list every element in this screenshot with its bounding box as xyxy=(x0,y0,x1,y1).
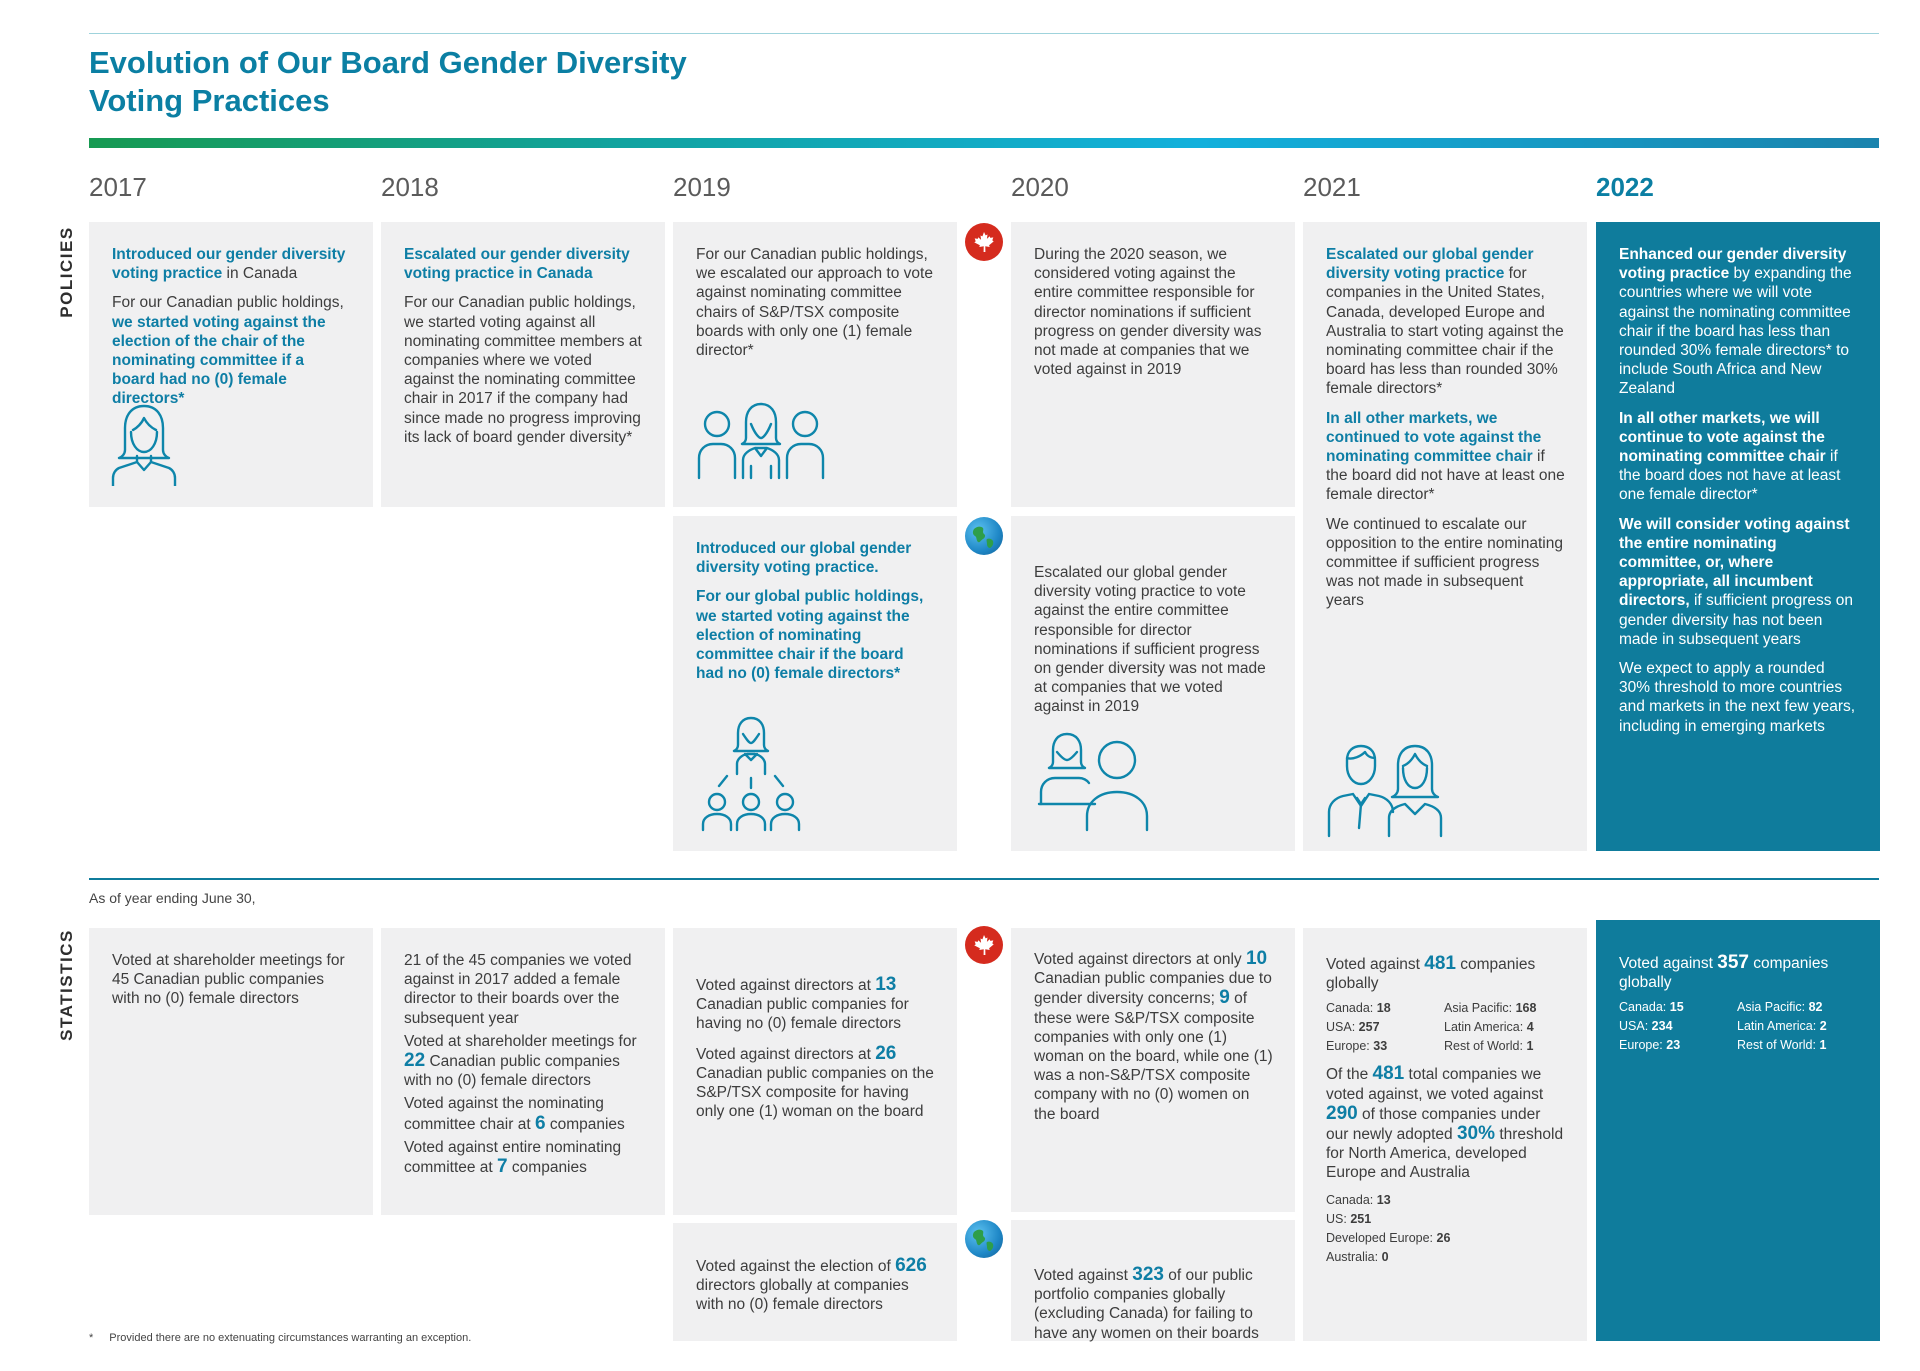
timeline-gradient-bar xyxy=(89,138,1879,148)
stats-card-2020-canada: Voted against directors at only 10 Canadian public companies due to gender diversity concerns; 9 of these were S&P/TSX composite companies with only one (1) woman on the board, while one (1) was a non-S&P/TSX composite company with no (0) women on the board xyxy=(1011,928,1295,1212)
stats-card-2017: Voted at shareholder meetings for 45 Canadian public companies with no (0) female directors xyxy=(89,928,373,1215)
year-2022: 2022 xyxy=(1596,172,1654,202)
maple-leaf-icon xyxy=(972,230,996,254)
policy-card-2022: Enhanced our gender diversity voting practice by expanding the countries where we will vote against the nominating committee chair if the board has less than rounded 30% female directors* to include South Africa and New Zealand In all other markets, we will continue to vote against the nominating committee chair if the board does not have at least one female director* We will consider voting against the entire nominating committee, or, where appropriate, all incumbent directors, if sufficient progress on gender diversity has not been made in subsequent years We expect to apply a rounded 30% threshold to more countries and markets in the next few years, including in emerging markets xyxy=(1596,222,1880,851)
page-title xyxy=(89,44,989,120)
policy-card-2018: Escalated our gender diversity voting practice in Canada For our Canadian public holdings, we started voting against all nominating committee members at companies where we voted against the nominating committee chair in 2017 if the company had since made no progress improving its lack of board gender diversity* xyxy=(381,222,665,507)
policy-card-2020-global: Escalated our global gender diversity voting practice to vote against the entire committee responsible for director nominations if sufficient progress on gender diversity was not made at companies that we voted against in 2019 xyxy=(1011,516,1295,851)
stats-card-2019-global: Voted against the election of 626 directors globally at companies with no (0) female directors xyxy=(673,1223,957,1341)
woman-icon xyxy=(107,400,181,486)
year-2019: 2019 xyxy=(673,172,731,202)
global-badge xyxy=(965,517,1003,555)
statistics-label: STATISTICS xyxy=(57,929,76,1041)
as-of-note: As of year ending June 30, xyxy=(89,890,256,906)
footnote-star: * xyxy=(89,1332,94,1344)
policy-card-2020-canada: During the 2020 season, we considered voting against the entire committee responsible for director nominations if sufficient progress on gender diversity was not made at companies that we voted against in 2019 xyxy=(1011,222,1295,507)
canada-badge-stats xyxy=(965,926,1003,964)
globe-icon xyxy=(965,517,1003,555)
footnote-text: Provided there are no extenuating circumstances warranting an exception. xyxy=(109,1332,472,1344)
policy-card-2021: Escalated our global gender diversity voting practice for companies in the United States, Canada, developed Europe and Australia to start voting against the nominating committee chair if the board has less than rounded 30% female directors* In all other markets, we continued to vote against the nominating committee chair if the board did not have at least one female director* We continued to escalate our opposition to the entire nominating committee if sufficient progress was not made in subsequent years xyxy=(1303,222,1587,851)
global-badge-stats xyxy=(965,1220,1003,1258)
stats-2021-30pct-breakdown: Canada: 13 US: 251 Developed Europe: 26 Australia: 0 xyxy=(1326,1192,1451,1264)
policy-card-2019-canada: For our Canadian public holdings, we escalated our approach to vote against nominating committee chairs of S&P/TSX composite boards with only one (1) female director* xyxy=(673,222,957,507)
policy-2018-lead: Escalated our gender diversity voting practice in Canada xyxy=(404,246,630,283)
footnote xyxy=(89,1332,471,1344)
maple-leaf-icon xyxy=(972,933,996,957)
policy-card-2017: Introduced our gender diversity voting practice in Canada For our Canadian public holdings, we started voting against the election of the chair of the nominating committee if a board had no (0) female directors* xyxy=(89,222,373,507)
section-divider xyxy=(89,878,1879,880)
stats-card-2019-canada: Voted against directors at 13 Canadian public companies for having no (0) female directors Voted against directors at 26 Canadian public companies on the S&P/TSX composite for having only one (1) woman on the board xyxy=(673,928,957,1215)
globe-icon xyxy=(965,1220,1003,1258)
stats-2022-breakdown: Canada: 15 Asia Pacific: 82 USA: 234 Latin America: 2 Europe: 23 Rest of World: 1 xyxy=(1619,1000,1827,1053)
top-rule xyxy=(89,33,1879,34)
policy-2017-lead: Introduced our gender diversity voting practice xyxy=(112,246,346,283)
canada-badge xyxy=(965,223,1003,261)
stats-2021-breakdown: Canada: 18 Asia Pacific: 168 USA: 257 Latin America: 4 Europe: 33 Rest of World: 1 xyxy=(1326,1001,1537,1054)
man-and-woman-icon xyxy=(1325,742,1455,838)
stats-card-2021: Voted against 481 companies globally Canada: 18 Asia Pacific: 168 USA: 257 Latin America: 4 Europe: 33 Rest of World: 1 Of the 481 total companies we voted against, we voted against 290 of those companies under our newly adopted 30% threshold for North America, developed Europe and Australia Canada: 13 US: 251 Developed Europe: 26 Australia: 0 xyxy=(1303,928,1587,1341)
meeting-icon xyxy=(1037,730,1163,834)
title-line-2: Voting Practices xyxy=(89,83,330,118)
year-2020: 2020 xyxy=(1011,172,1069,202)
year-2018: 2018 xyxy=(381,172,439,202)
policy-card-2019-global: Introduced our global gender diversity voting practice. For our global public holdings, we started voting against the election of nominating committee chair if the board had no (0) female directors* xyxy=(673,516,957,851)
group-of-three-icon xyxy=(695,400,827,480)
year-2017: 2017 xyxy=(89,172,147,202)
title-line-1: Evolution of Our Board Gender Diversity xyxy=(89,45,687,80)
year-2021: 2021 xyxy=(1303,172,1361,202)
stats-card-2022: Voted against 357 companies globally Canada: 15 Asia Pacific: 82 USA: 234 Latin America: 2 Europe: 23 Rest of World: 1 xyxy=(1596,920,1880,1341)
policies-label: POLICIES xyxy=(57,226,76,318)
presenter-audience-icon xyxy=(699,714,803,834)
stats-card-2018: 21 of the 45 companies we voted against in 2017 added a female director to their boards over the subsequent year Voted at shareholder meetings for 22 Canadian public companies with no (0) female directors Voted against the nominating committee chair at 6 companies Voted against entire nominating committee at 7 companies xyxy=(381,928,665,1215)
stats-card-2020-global: Voted against 323 of our public portfolio companies globally (excluding Canada) for failing to have any women on their boards xyxy=(1011,1220,1295,1341)
